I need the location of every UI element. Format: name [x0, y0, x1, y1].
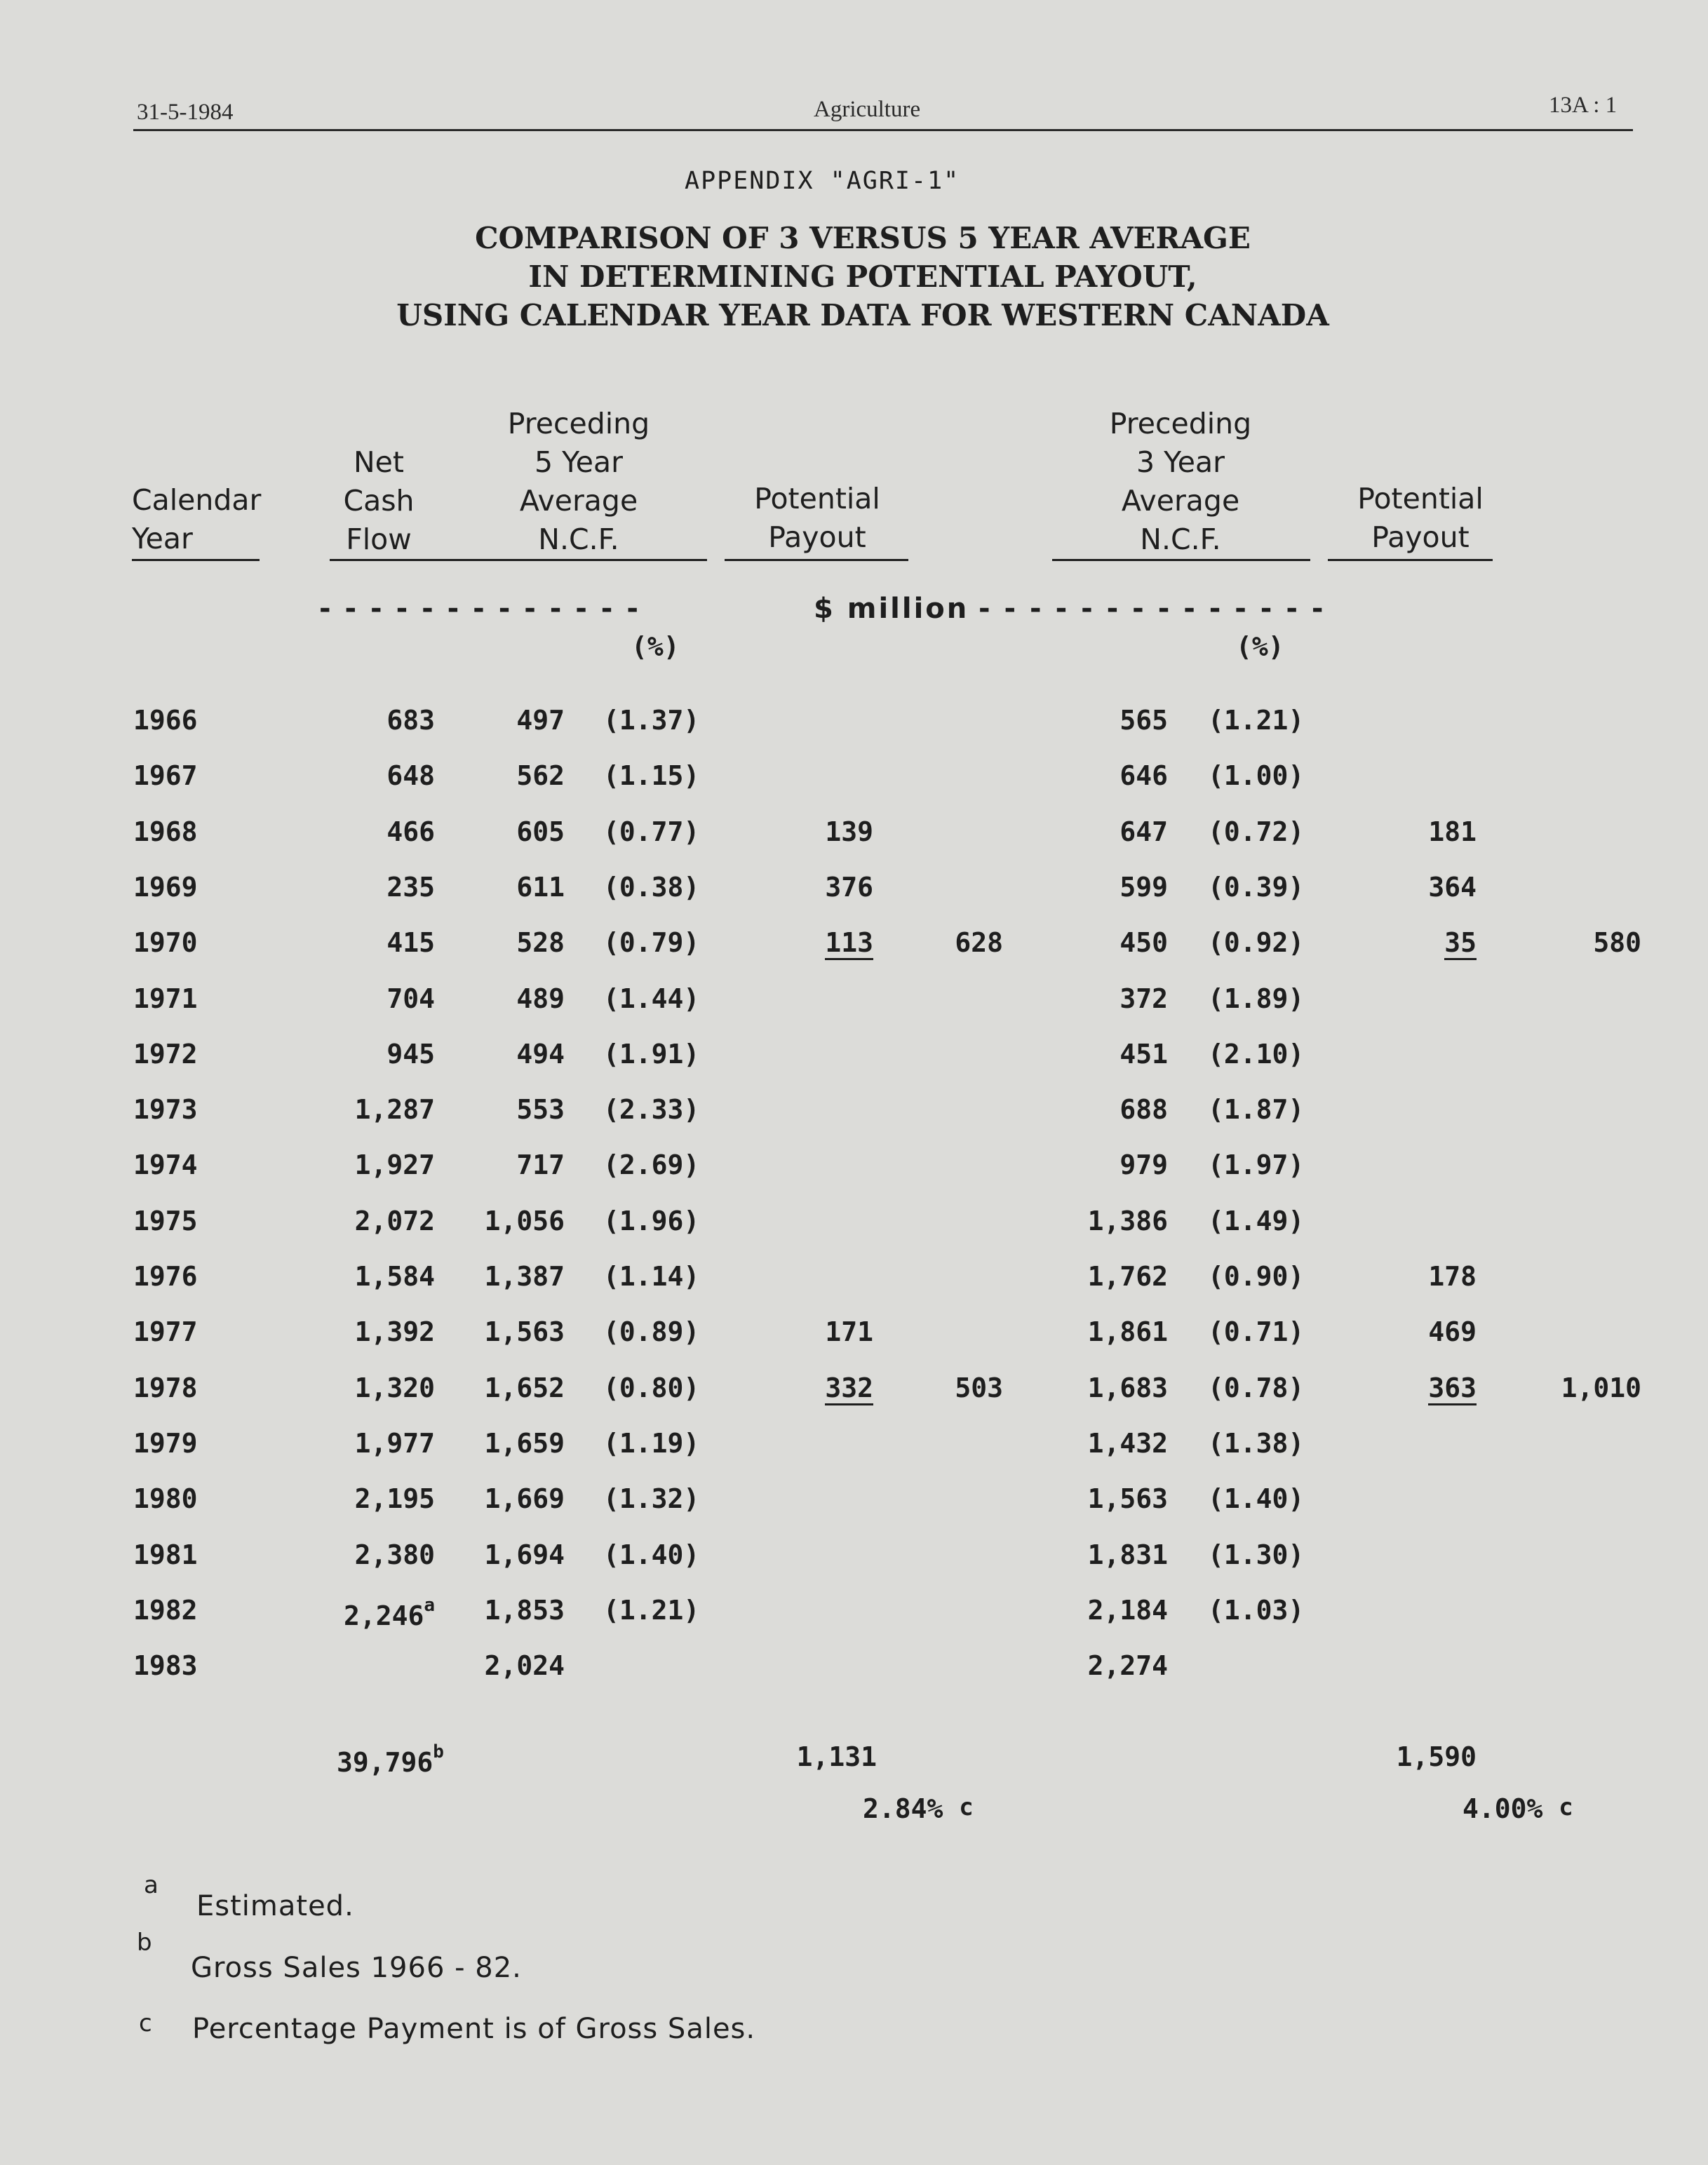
cell-avg5: 1,659 — [484, 1428, 565, 1459]
cell-year: 1976 — [133, 1261, 198, 1292]
cell-avg5: 611 — [516, 872, 565, 903]
cell-avg5: 1,056 — [484, 1206, 565, 1236]
total-pct3: 4.00% c — [1462, 1793, 1573, 1824]
cell-ncf: 2,380 — [354, 1539, 435, 1570]
cell-avg3: 646 — [1119, 760, 1168, 791]
cell-year: 1983 — [133, 1650, 198, 1681]
cell-avg5: 605 — [516, 816, 565, 847]
cell-group5: 503 — [955, 1372, 1003, 1403]
cell-payout3: 35 — [1378, 927, 1477, 958]
col-header-payout3-underline — [1328, 559, 1493, 561]
cell-payout5: 171 — [825, 1316, 873, 1347]
cell-payout3: 181 — [1428, 816, 1477, 847]
cell-ratio3: (1.00) — [1208, 760, 1305, 791]
cell-ratio5: (1.40) — [603, 1539, 700, 1570]
cell-avg5: 1,669 — [484, 1483, 565, 1514]
cell-ncf: 2,195 — [354, 1483, 435, 1514]
title-line-3: USING CALENDAR YEAR DATA FOR WESTERN CANADA — [396, 298, 1329, 332]
cell-ratio5: (2.33) — [603, 1094, 700, 1125]
cell-ncf: 1,320 — [354, 1372, 435, 1403]
cell-year: 1979 — [133, 1428, 198, 1459]
col-header-avg3-underline — [1052, 559, 1310, 561]
cell-ratio3: (0.90) — [1208, 1261, 1305, 1292]
cell-avg5: 1,652 — [484, 1372, 565, 1403]
cell-ncf: 1,977 — [354, 1428, 435, 1459]
cell-ncf: 683 — [386, 705, 435, 736]
header-date: 31-5-1984 — [137, 100, 234, 125]
cell-payout3: 364 — [1428, 872, 1477, 903]
units-dashes-right: - - - - - - - - - - - - - - — [979, 593, 1326, 625]
cell-avg3: 1,432 — [1087, 1428, 1168, 1459]
footnote-c-mark: c — [139, 2009, 152, 2037]
cell-avg3: 688 — [1119, 1094, 1168, 1125]
footnote-c-text: Percentage Payment is of Gross Sales. — [192, 2013, 756, 2045]
cell-avg5: 1,853 — [484, 1595, 565, 1626]
cell-ratio3: (0.71) — [1208, 1316, 1305, 1347]
cell-ncf: 1,927 — [354, 1149, 435, 1180]
cell-payout3: 469 — [1428, 1316, 1477, 1347]
total-payout3: 1,590 — [1396, 1741, 1477, 1772]
cell-payout3: 178 — [1428, 1261, 1477, 1292]
cell-avg5: 497 — [516, 705, 565, 736]
cell-ncf: 466 — [386, 816, 435, 847]
units-pct5: (%) — [631, 631, 680, 662]
cell-avg5: 1,694 — [484, 1539, 565, 1570]
cell-ratio3: (0.92) — [1208, 927, 1305, 958]
cell-ratio5: (1.44) — [603, 983, 700, 1014]
cell-avg3: 372 — [1119, 983, 1168, 1014]
cell-avg5: 1,563 — [484, 1316, 565, 1347]
total-pct5: 2.84% c — [863, 1793, 974, 1824]
cell-avg3: 2,274 — [1087, 1650, 1168, 1681]
cell-ratio3: (1.38) — [1208, 1428, 1305, 1459]
col-header-year: Calendar Year — [132, 483, 262, 555]
col-header-year-underline — [132, 559, 260, 561]
col-header-avg5: Preceding 5 Year Average N.C.F. — [507, 407, 650, 556]
cell-ratio3: (1.49) — [1208, 1206, 1305, 1236]
cell-avg3: 2,184 — [1087, 1595, 1168, 1626]
cell-ratio3: (1.21) — [1208, 705, 1305, 736]
cell-ratio5: (0.79) — [603, 927, 700, 958]
col-header-avg5-underline — [330, 559, 707, 561]
cell-avg3: 565 — [1119, 705, 1168, 736]
cell-avg5: 528 — [516, 927, 565, 958]
cell-ratio5: (0.77) — [603, 816, 700, 847]
cell-group3: 580 — [1593, 927, 1641, 958]
cell-avg3: 1,831 — [1087, 1539, 1168, 1570]
cell-ncf: 704 — [386, 983, 435, 1014]
cell-avg3: 647 — [1119, 816, 1168, 847]
cell-year: 1970 — [133, 927, 198, 958]
cell-ratio5: (1.15) — [603, 760, 700, 791]
cell-ncf: 2,246$^a$ — [343, 1595, 435, 1631]
cell-ratio3: (1.87) — [1208, 1094, 1305, 1125]
cell-avg5: 489 — [516, 983, 565, 1014]
cell-ratio5: (1.19) — [603, 1428, 700, 1459]
cell-group3: 1,010 — [1561, 1372, 1641, 1403]
col-header-payout5: Potential Payout — [754, 482, 880, 554]
cell-ratio3: (1.97) — [1208, 1149, 1305, 1180]
cell-ratio3: (2.10) — [1208, 1039, 1305, 1070]
col-header-payout3: Potential Payout — [1357, 482, 1484, 554]
cell-avg3: 599 — [1119, 872, 1168, 903]
footnote-b-text: Gross Sales 1966 - 82. — [191, 1952, 522, 1984]
title-line-1: COMPARISON OF 3 VERSUS 5 YEAR AVERAGE — [475, 221, 1251, 255]
cell-ratio5: (1.91) — [603, 1039, 700, 1070]
cell-avg5: 717 — [516, 1149, 565, 1180]
cell-ratio3: (0.39) — [1208, 872, 1305, 903]
cell-avg3: 1,563 — [1087, 1483, 1168, 1514]
cell-ncf: 235 — [386, 872, 435, 903]
cell-ratio3: (1.89) — [1208, 983, 1305, 1014]
cell-avg3: 1,683 — [1087, 1372, 1168, 1403]
cell-year: 1967 — [133, 760, 198, 791]
cell-year: 1975 — [133, 1206, 198, 1236]
cell-ratio3: (0.78) — [1208, 1372, 1305, 1403]
title-line-2: IN DETERMINING POTENTIAL PAYOUT, — [528, 259, 1197, 294]
total-payout5: 1,131 — [796, 1741, 877, 1772]
cell-payout5: 376 — [825, 872, 873, 903]
col-header-ncf: Net Cash Flow — [343, 445, 415, 556]
cell-ratio5: (0.80) — [603, 1372, 700, 1403]
footnote-b-mark: b — [137, 1929, 152, 1957]
cell-ratio5: (1.96) — [603, 1206, 700, 1236]
total-ncf: 39,796$^b$ — [337, 1741, 444, 1778]
cell-group5: 628 — [955, 927, 1003, 958]
cell-year: 1966 — [133, 705, 198, 736]
cell-avg3: 1,386 — [1087, 1206, 1168, 1236]
cell-year: 1977 — [133, 1316, 198, 1347]
header-page-number: 13A : 1 — [1549, 93, 1618, 118]
cell-ratio5: (1.37) — [603, 705, 700, 736]
cell-ncf: 1,287 — [354, 1094, 435, 1125]
col-header-avg3: Preceding 3 Year Average N.C.F. — [1109, 407, 1252, 556]
cell-avg3: 1,861 — [1087, 1316, 1168, 1347]
cell-ratio5: (1.32) — [603, 1483, 700, 1514]
cell-year: 1972 — [133, 1039, 198, 1070]
cell-ncf: 415 — [386, 927, 435, 958]
cell-year: 1981 — [133, 1539, 198, 1570]
cell-payout5: 332 — [779, 1372, 873, 1403]
cell-year: 1978 — [133, 1372, 198, 1403]
cell-ratio3: (1.03) — [1208, 1595, 1305, 1626]
cell-avg5: 562 — [516, 760, 565, 791]
cell-payout3: 363 — [1378, 1372, 1477, 1403]
appendix-label: APPENDIX "AGRI-1" — [685, 167, 960, 195]
cell-year: 1973 — [133, 1094, 198, 1125]
cell-ratio5: (0.89) — [603, 1316, 700, 1347]
units-pct3: (%) — [1236, 631, 1284, 662]
cell-payout5: 113 — [779, 927, 873, 958]
cell-avg3: 979 — [1119, 1149, 1168, 1180]
footnote-a-text: Estimated. — [196, 1890, 354, 1922]
cell-ncf: 1,392 — [354, 1316, 435, 1347]
cell-payout5: 139 — [825, 816, 873, 847]
cell-ratio3: (1.40) — [1208, 1483, 1305, 1514]
cell-ratio5: (1.21) — [603, 1595, 700, 1626]
cell-avg3: 1,762 — [1087, 1261, 1168, 1292]
cell-ratio5: (0.38) — [603, 872, 700, 903]
cell-year: 1974 — [133, 1149, 198, 1180]
cell-avg3: 450 — [1119, 927, 1168, 958]
col-header-payout5-underline — [725, 559, 908, 561]
cell-year: 1968 — [133, 816, 198, 847]
cell-ncf: 2,072 — [354, 1206, 435, 1236]
cell-avg5: 1,387 — [484, 1261, 565, 1292]
cell-ratio3: (0.72) — [1208, 816, 1305, 847]
units-million: $ million — [814, 593, 969, 625]
cell-avg3: 451 — [1119, 1039, 1168, 1070]
units-dashes-left: - - - - - - - - - - - - - — [319, 593, 640, 625]
cell-ncf: 1,584 — [354, 1261, 435, 1292]
cell-avg5: 494 — [516, 1039, 565, 1070]
header-rule — [133, 129, 1633, 131]
cell-avg5: 2,024 — [484, 1650, 565, 1681]
cell-year: 1971 — [133, 983, 198, 1014]
cell-ncf: 648 — [386, 760, 435, 791]
header-section: Agriculture — [814, 97, 921, 122]
cell-ratio3: (1.30) — [1208, 1539, 1305, 1570]
cell-ratio5: (2.69) — [603, 1149, 700, 1180]
cell-year: 1982 — [133, 1595, 198, 1626]
footnote-a-mark: a — [144, 1871, 159, 1899]
cell-ncf: 945 — [386, 1039, 435, 1070]
cell-year: 1980 — [133, 1483, 198, 1514]
cell-ratio5: (1.14) — [603, 1261, 700, 1292]
cell-year: 1969 — [133, 872, 198, 903]
cell-avg5: 553 — [516, 1094, 565, 1125]
